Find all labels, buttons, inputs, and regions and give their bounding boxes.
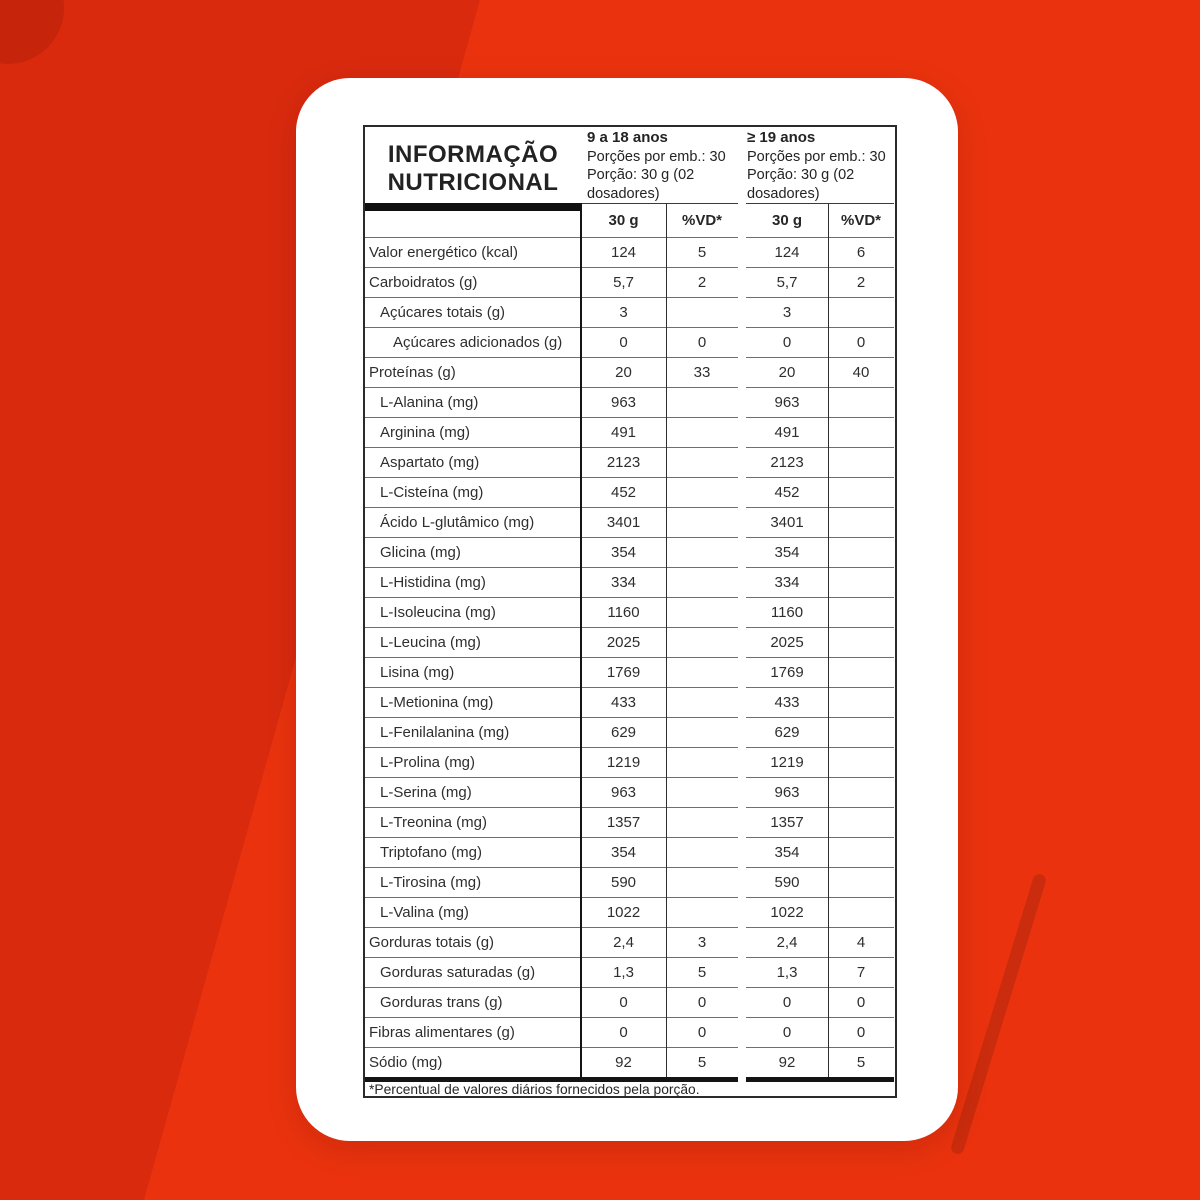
group2-amount-cell: 20 — [746, 357, 828, 387]
column-gap — [738, 477, 746, 507]
group1-dv-column-header: %VD* — [666, 203, 738, 237]
group2-dv-cell: 0 — [828, 327, 894, 357]
column-gap — [738, 867, 746, 897]
label-column-divider-line — [580, 203, 582, 1077]
row-label: L-Treonina (mg) — [365, 807, 581, 837]
group2-amount-cell: 1,3 — [746, 957, 828, 987]
group1-amount-cell: 590 — [581, 867, 666, 897]
group1-amount-cell: 1219 — [581, 747, 666, 777]
row-label: Açúcares totais (g) — [365, 297, 581, 327]
group2-dv-cell: 4 — [828, 927, 894, 957]
row-label: Arginina (mg) — [365, 417, 581, 447]
group2-dv-cell — [828, 417, 894, 447]
nutrition-card — [296, 78, 958, 1141]
group1-dv-cell — [666, 417, 738, 447]
background-corner-accent — [0, 0, 64, 64]
group2-dv-cell — [828, 837, 894, 867]
row-label: L-Isoleucina (mg) — [365, 597, 581, 627]
column-gap — [738, 417, 746, 447]
group1-dv-cell: 3 — [666, 927, 738, 957]
row-label: Gorduras totais (g) — [365, 927, 581, 957]
column-gap — [738, 357, 746, 387]
daily-values-footnote: *Percentual de valores diários fornecidos pela porção. — [369, 1082, 700, 1097]
column-gap — [738, 957, 746, 987]
table-row — [365, 447, 895, 477]
row-label: Proteínas (g) — [365, 357, 581, 387]
column-gap — [738, 927, 746, 957]
nutrition-table-inner — [365, 127, 895, 1096]
group1-dv-cell — [666, 657, 738, 687]
group2-portion-line2: dosadores) — [747, 185, 820, 202]
table-row — [365, 507, 895, 537]
group1-amount-cell: 20 — [581, 357, 666, 387]
group1-dv-cell — [666, 807, 738, 837]
group2-dv-cell: 2 — [828, 267, 894, 297]
group1-amount-cell: 3 — [581, 297, 666, 327]
group1-amount-cell: 354 — [581, 837, 666, 867]
group2-dv-cell: 7 — [828, 957, 894, 987]
group1-amount-cell: 5,7 — [581, 267, 666, 297]
column-gap — [738, 1017, 746, 1047]
table-title-line2: NUTRICIONAL — [387, 169, 559, 196]
group1-amount-cell: 963 — [581, 777, 666, 807]
group1-amount-cell: 491 — [581, 417, 666, 447]
column-gap — [738, 297, 746, 327]
group1-amount-cell: 92 — [581, 1047, 666, 1077]
group1-amount-cell: 2025 — [581, 627, 666, 657]
row-label: L-Alanina (mg) — [365, 387, 581, 417]
group2-amount-cell: 1160 — [746, 597, 828, 627]
table-row — [365, 417, 895, 447]
group1-amount-cell: 1769 — [581, 657, 666, 687]
table-title — [365, 127, 581, 211]
group2-dv-cell — [828, 447, 894, 477]
group1-amount-cell: 1160 — [581, 597, 666, 627]
group2-dv-cell — [828, 297, 894, 327]
table-row — [365, 1047, 895, 1077]
group2-amount-cell: 1022 — [746, 897, 828, 927]
group2-amount-cell: 590 — [746, 867, 828, 897]
group1-amount-cell: 629 — [581, 717, 666, 747]
group2-amount-cell: 2123 — [746, 447, 828, 477]
row-label: Lisina (mg) — [365, 657, 581, 687]
row-label: Glicina (mg) — [365, 537, 581, 567]
row-label: Triptofano (mg) — [365, 837, 581, 867]
row-label: L-Tirosina (mg) — [365, 867, 581, 897]
group1-dv-cell — [666, 567, 738, 597]
column-gap — [738, 507, 746, 537]
group1-dv-cell — [666, 717, 738, 747]
column-gap — [738, 807, 746, 837]
thick-rule-gap — [738, 1077, 746, 1082]
column-gap — [738, 837, 746, 867]
column-gap — [738, 657, 746, 687]
table-row — [365, 987, 895, 1017]
row-label: Valor energético (kcal) — [365, 237, 581, 267]
group2-dv-cell — [828, 807, 894, 837]
group1-amount-cell: 433 — [581, 687, 666, 717]
group2-amount-cell: 1769 — [746, 657, 828, 687]
row-label: L-Prolina (mg) — [365, 747, 581, 777]
table-row — [365, 477, 895, 507]
group2-amount-cell: 963 — [746, 777, 828, 807]
group1-dv-cell: 2 — [666, 267, 738, 297]
table-row — [365, 957, 895, 987]
group2-dv-cell — [828, 657, 894, 687]
group1-dv-cell: 33 — [666, 357, 738, 387]
group2-dv-cell — [828, 897, 894, 927]
group2-servings: Porções por emb.: 30 — [747, 148, 886, 165]
group1-amount-cell: 1357 — [581, 807, 666, 837]
group2-dv-cell — [828, 627, 894, 657]
group1-amount-cell: 354 — [581, 537, 666, 567]
nutrition-table — [363, 125, 897, 1098]
group2-amount-cell: 2,4 — [746, 927, 828, 957]
table-row — [365, 237, 895, 267]
row-label: Açúcares adicionados (g) — [365, 327, 581, 357]
table-row — [365, 357, 895, 387]
row-label: Sódio (mg) — [365, 1047, 581, 1077]
group2-dv-cell — [828, 477, 894, 507]
group2-amount-cell: 354 — [746, 837, 828, 867]
table-row — [365, 657, 895, 687]
row-label: Gorduras trans (g) — [365, 987, 581, 1017]
group1-amount-cell: 0 — [581, 987, 666, 1017]
group1-dv-cell: 5 — [666, 237, 738, 267]
group2-column-divider-line — [828, 203, 829, 1077]
table-title-line1: INFORMAÇÃO — [387, 141, 559, 168]
group2-amount-cell: 0 — [746, 1017, 828, 1047]
column-gap — [738, 537, 746, 567]
group2-dv-cell — [828, 867, 894, 897]
column-gap — [738, 387, 746, 417]
group2-dv-cell — [828, 597, 894, 627]
group-header-19plus — [747, 129, 895, 203]
group2-amount-cell: 629 — [746, 717, 828, 747]
group2-amount-cell: 433 — [746, 687, 828, 717]
group2-amount-cell: 963 — [746, 387, 828, 417]
group1-dv-cell — [666, 897, 738, 927]
group2-dv-cell: 0 — [828, 1017, 894, 1047]
column-gap — [738, 627, 746, 657]
group2-amount-cell: 1219 — [746, 747, 828, 777]
group1-amount-cell: 3401 — [581, 507, 666, 537]
group2-portion-line1: Porção: 30 g (02 — [747, 167, 855, 183]
group2-amount-cell: 3401 — [746, 507, 828, 537]
group2-amount-cell: 5,7 — [746, 267, 828, 297]
row-label: L-Valina (mg) — [365, 897, 581, 927]
group1-dv-cell — [666, 447, 738, 477]
group1-portion-line2: dosadores) — [587, 185, 660, 202]
group1-amount-cell: 1022 — [581, 897, 666, 927]
table-row — [365, 807, 895, 837]
group2-dv-cell — [828, 717, 894, 747]
table-row — [365, 597, 895, 627]
group1-amount-cell: 0 — [581, 327, 666, 357]
group1-dv-cell — [666, 387, 738, 417]
group2-dv-cell — [828, 567, 894, 597]
table-header — [365, 127, 895, 203]
column-gap — [738, 747, 746, 777]
group1-dv-cell — [666, 777, 738, 807]
column-gap — [738, 567, 746, 597]
group2-dv-cell — [828, 687, 894, 717]
group1-dv-cell: 0 — [666, 1017, 738, 1047]
group2-dv-cell — [828, 747, 894, 777]
group1-dv-cell: 5 — [666, 1047, 738, 1077]
table-row — [365, 927, 895, 957]
column-gap — [738, 203, 746, 237]
group2-amount-cell: 2025 — [746, 627, 828, 657]
group1-dv-cell — [666, 507, 738, 537]
thick-rule-right-segment — [746, 1077, 894, 1082]
column-gap — [738, 267, 746, 297]
row-label: Gorduras saturadas (g) — [365, 957, 581, 987]
group1-dv-cell — [666, 537, 738, 567]
group1-amount-column-header: 30 g — [581, 203, 666, 237]
group2-amount-cell: 334 — [746, 567, 828, 597]
table-row — [365, 867, 895, 897]
row-label: Ácido L-glutâmico (mg) — [365, 507, 581, 537]
table-row — [365, 897, 895, 927]
group2-dv-cell — [828, 537, 894, 567]
column-gap — [738, 777, 746, 807]
group2-amount-column-header: 30 g — [746, 203, 828, 237]
group1-dv-cell — [666, 837, 738, 867]
column-gap — [738, 237, 746, 267]
group1-dv-cell — [666, 867, 738, 897]
row-label: Carboidratos (g) — [365, 267, 581, 297]
group2-dv-column-header: %VD* — [828, 203, 894, 237]
row-label: L-Metionina (mg) — [365, 687, 581, 717]
table-row — [365, 717, 895, 747]
row-label: L-Histidina (mg) — [365, 567, 581, 597]
table-row — [365, 567, 895, 597]
table-row — [365, 537, 895, 567]
group2-amount-cell: 1357 — [746, 807, 828, 837]
group2-dv-cell — [828, 387, 894, 417]
group1-dv-cell — [666, 477, 738, 507]
group2-dv-cell — [828, 507, 894, 537]
group2-amount-cell: 491 — [746, 417, 828, 447]
group2-amount-cell: 124 — [746, 237, 828, 267]
column-gap — [738, 687, 746, 717]
group2-dv-cell — [828, 777, 894, 807]
table-rows — [365, 237, 895, 1077]
group2-dv-cell: 40 — [828, 357, 894, 387]
column-gap — [738, 1047, 746, 1077]
group1-dv-cell: 5 — [666, 957, 738, 987]
group1-dv-cell: 0 — [666, 327, 738, 357]
subheader-label-zone — [365, 203, 581, 237]
group1-amount-cell: 452 — [581, 477, 666, 507]
group2-amount-cell: 0 — [746, 987, 828, 1017]
row-label: L-Cisteína (mg) — [365, 477, 581, 507]
title-underline-bar — [365, 203, 581, 211]
group2-amount-cell: 92 — [746, 1047, 828, 1077]
table-row — [365, 1017, 895, 1047]
group1-amount-cell: 2,4 — [581, 927, 666, 957]
group1-dv-cell — [666, 747, 738, 777]
group2-amount-cell: 452 — [746, 477, 828, 507]
column-gap — [738, 987, 746, 1017]
group2-dv-cell: 6 — [828, 237, 894, 267]
group-header-9-18 — [587, 129, 739, 203]
group2-age-label: ≥ 19 anos — [747, 129, 816, 146]
group2-dv-cell: 0 — [828, 987, 894, 1017]
row-label: Fibras alimentares (g) — [365, 1017, 581, 1047]
table-row — [365, 627, 895, 657]
row-label: Aspartato (mg) — [365, 447, 581, 477]
column-gap — [738, 897, 746, 927]
group1-servings: Porções por emb.: 30 — [587, 148, 726, 165]
column-gap — [738, 327, 746, 357]
table-row — [365, 777, 895, 807]
table-row — [365, 747, 895, 777]
group2-amount-cell: 0 — [746, 327, 828, 357]
row-label: L-Fenilalanina (mg) — [365, 717, 581, 747]
group1-amount-cell: 2123 — [581, 447, 666, 477]
table-row — [365, 387, 895, 417]
group1-amount-cell: 334 — [581, 567, 666, 597]
row-label: L-Leucina (mg) — [365, 627, 581, 657]
column-subheader-row — [365, 203, 895, 237]
column-gap — [738, 717, 746, 747]
group1-amount-cell: 1,3 — [581, 957, 666, 987]
group1-age-label: 9 a 18 anos — [587, 129, 668, 146]
group1-dv-cell — [666, 687, 738, 717]
table-row — [365, 267, 895, 297]
group1-amount-cell: 0 — [581, 1017, 666, 1047]
group1-dv-cell — [666, 627, 738, 657]
group2-amount-cell: 3 — [746, 297, 828, 327]
table-row — [365, 297, 895, 327]
group1-dv-cell: 0 — [666, 987, 738, 1017]
group1-amount-cell: 124 — [581, 237, 666, 267]
group1-dv-cell — [666, 597, 738, 627]
table-row — [365, 837, 895, 867]
group1-column-divider-line — [666, 203, 667, 1077]
group1-dv-cell — [666, 297, 738, 327]
group2-amount-cell: 354 — [746, 537, 828, 567]
group1-portion-line1: Porção: 30 g (02 — [587, 167, 695, 183]
column-gap — [738, 597, 746, 627]
table-row — [365, 327, 895, 357]
row-label: L-Serina (mg) — [365, 777, 581, 807]
group1-amount-cell: 963 — [581, 387, 666, 417]
column-gap — [738, 447, 746, 477]
group2-dv-cell: 5 — [828, 1047, 894, 1077]
table-row — [365, 687, 895, 717]
